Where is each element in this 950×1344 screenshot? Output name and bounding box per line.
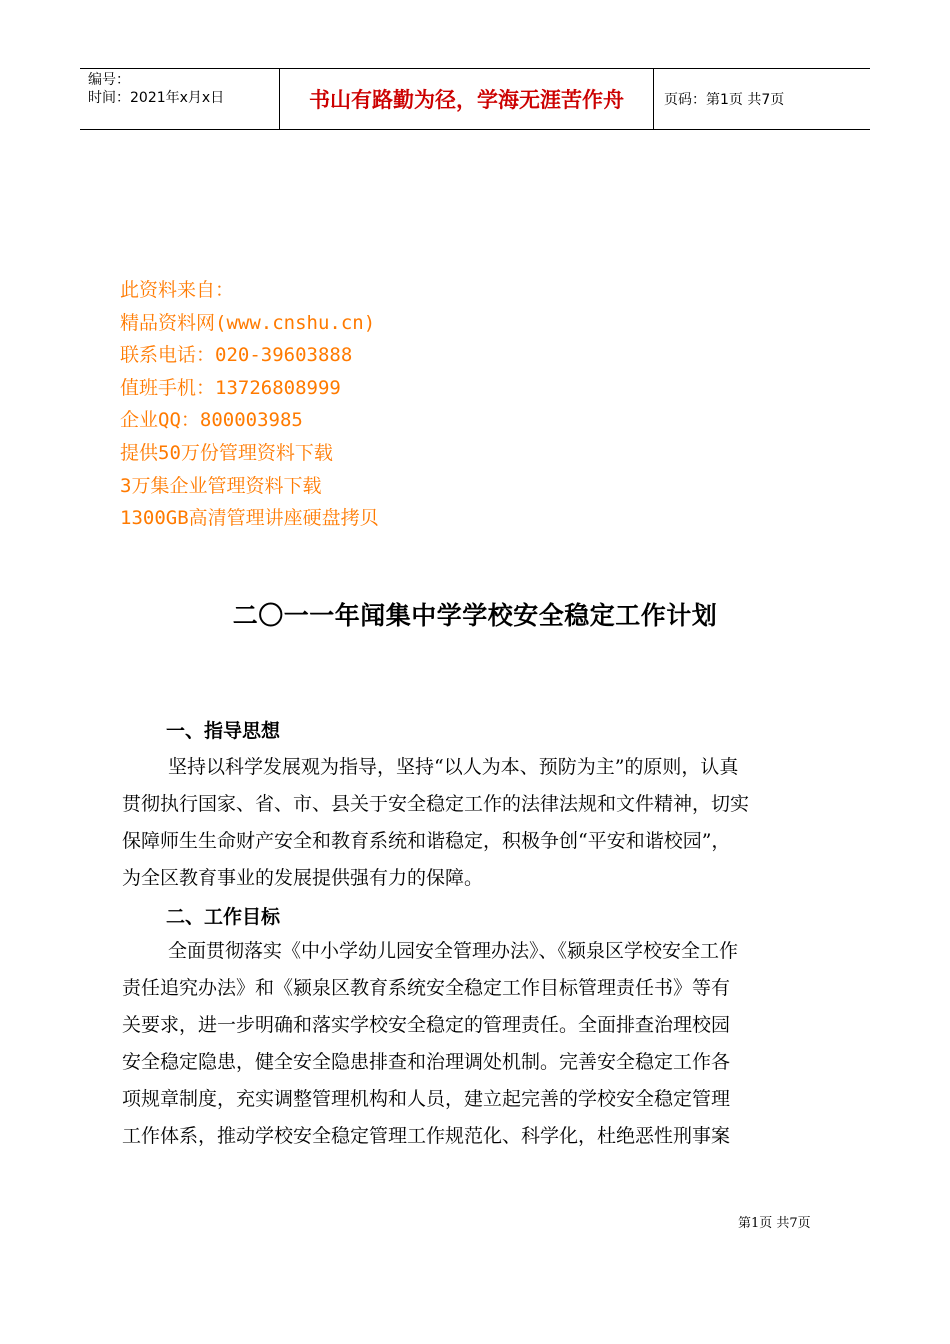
- ad-line: 此资料来自：: [120, 279, 235, 301]
- ad-line: 值班手机：13726808999: [120, 376, 341, 399]
- ad-line: 联系电话：020-39603888: [120, 344, 353, 367]
- paragraph-line: 坚持以科学发展观为指导，坚持“以人为本、预防为主”的原则，认真: [168, 756, 739, 778]
- paragraph-line: 工作体系，推动学校安全稳定管理工作规范化、科学化，杜绝恶性刑事案: [122, 1125, 731, 1147]
- header-page-label: 页码：第1页 共7页: [664, 92, 785, 108]
- ad-line: 企业QQ：800003985: [120, 409, 303, 432]
- paragraph-line: 安全稳定隐患，健全安全隐患排查和治理调处机制。完善安全稳定工作各: [122, 1051, 731, 1073]
- ad-line: 3万集企业管理资料下载: [120, 474, 322, 497]
- paragraph-line: 为全区教育事业的发展提供强有力的保障。: [122, 867, 484, 889]
- ad-line: 提供50万份管理资料下载: [120, 441, 333, 464]
- footer-page-number: 第1页 共7页: [738, 1216, 811, 1231]
- time-label: 时间：2021年x月x日: [88, 90, 225, 106]
- section-1-paragraph: [122, 749, 834, 897]
- header-table: [80, 68, 870, 130]
- ad-block: [120, 274, 379, 535]
- section-2-paragraph: [122, 933, 834, 1155]
- paragraph-line: 责任追究办法》和《颍泉区教育系统安全稳定工作目标管理责任书》等有: [122, 977, 731, 999]
- paragraph-line: 项规章制度，充实调整管理机构和人员，建立起完善的学校安全稳定管理: [122, 1088, 731, 1110]
- paragraph-line: 关要求，进一步明确和落实学校安全稳定的管理责任。全面排查治理校园: [122, 1014, 731, 1036]
- header-meta: [80, 69, 280, 129]
- number-label: 编号：: [88, 72, 130, 88]
- paragraph-line: 全面贯彻落实《中小学幼儿园安全管理办法》、《颍泉区学校安全工作: [168, 940, 739, 962]
- paragraph-line: 贯彻执行国家、省、市、县关于安全稳定工作的法律法规和文件精神，切实: [122, 793, 750, 815]
- header-motto: 书山有路勤为径，学海无涯苦作舟: [280, 69, 654, 129]
- ad-line: 精品资料网(www.cnshu.cn): [120, 311, 376, 334]
- section-heading-2: 二、工作目标: [166, 906, 281, 928]
- paragraph-line: 保障师生生命财产安全和教育系统和谐稳定，积极争创“平安和谐校园”，: [122, 830, 731, 852]
- ad-line: 1300GB高清管理讲座硬盘拷贝: [120, 507, 379, 530]
- document-title: 二〇一一年闻集中学学校安全稳定工作计划: [232, 601, 718, 630]
- section-heading-1: 一、指导思想: [166, 720, 281, 742]
